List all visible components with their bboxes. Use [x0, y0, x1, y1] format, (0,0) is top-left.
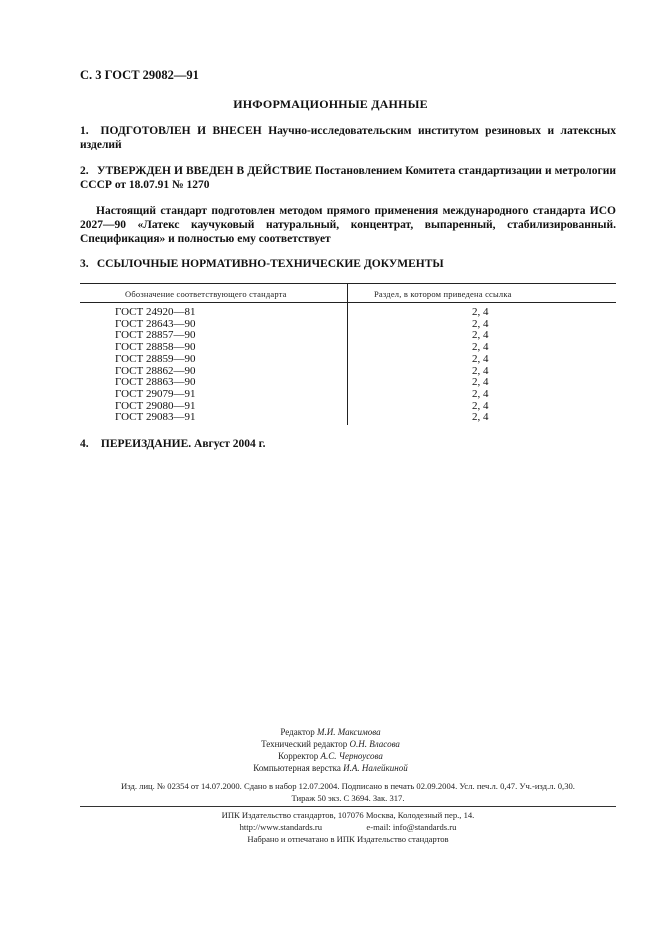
section-reference: 2, 4 — [472, 317, 489, 330]
section-reference: 2, 4 — [472, 341, 489, 354]
item-3-lead: ССЫЛОЧНЫЕ НОРМАТИВНО-ТЕХНИЧЕСКИЕ ДОКУМЕНТЫ — [96, 258, 444, 270]
note-paragraph: Настоящий стандарт подготовлен методом прямого применения международного стандарта ИСО 2027—90 «Латекс каучуковый натуральный, концентрат, выпаренный, стабилизированный. Спецификация» и полностью ему соответствует — [80, 205, 616, 245]
standard-designation: ГОСТ 28858—90 — [115, 341, 196, 354]
item-3-number: 3. — [80, 258, 89, 270]
section-reference: 2, 4 — [472, 352, 489, 365]
table-row — [80, 354, 616, 366]
layout-name: И.А. Налейкиной — [343, 763, 408, 773]
corrector-label: Корректор — [278, 751, 319, 761]
section-reference: 2, 4 — [472, 399, 489, 412]
item-1-text: Научно-исследовательским институтом резиновых и латексных изделий — [80, 125, 617, 151]
tech-editor-name: О.Н. Власова — [349, 739, 400, 749]
standard-designation: ГОСТ 29080—91 — [115, 399, 196, 412]
standard-designation: ГОСТ 28857—90 — [115, 329, 196, 342]
standard-designation: ГОСТ 28862—90 — [115, 364, 196, 377]
standard-designation: ГОСТ 28859—90 — [115, 352, 196, 365]
item-2 — [80, 164, 616, 192]
table-row — [80, 412, 616, 424]
section-reference: 2, 4 — [472, 306, 489, 318]
imprint-layout — [0, 763, 661, 773]
print-info-line-2: Тираж 50 экз. С 3694. Зак. 317. — [291, 793, 405, 803]
footer-rule — [80, 806, 616, 807]
publisher-line-3: Набрано и отпечатано в ИПК Издательство стандартов — [247, 834, 449, 844]
item-1-number: 1. — [80, 125, 89, 137]
table-row — [80, 307, 616, 319]
table-top-rule — [80, 283, 616, 284]
item-1 — [80, 124, 616, 152]
tech-editor-label: Технический редактор — [261, 739, 348, 749]
standard-designation: ГОСТ 28863—90 — [115, 376, 196, 389]
table-header-rule — [80, 302, 616, 303]
item-4-lead: ПЕРЕИЗДАНИЕ. Август 2004 г. — [100, 438, 266, 450]
section-reference: 2, 4 — [472, 387, 489, 400]
page-header: С. 3 ГОСТ 29082—91 — [80, 68, 199, 82]
editor-label: Редактор — [280, 727, 315, 737]
table-row — [80, 389, 616, 401]
print-info-line-1: Изд. лиц. № 02354 от 14.07.2000. Сдано в набор 12.07.2004. Подписано в печать 02.09.2004. Усл. печ.л. 0,47. Уч.-изд.л. 0,30. — [121, 781, 575, 791]
publisher-email: e-mail: info@standards.ru — [366, 822, 457, 832]
item-2-text: Постановлением Комитета стандартизации и метрологии СССР от 18.07.91 № 1270 — [80, 165, 616, 191]
section-reference: 2, 4 — [472, 411, 489, 424]
item-2-number: 2. — [80, 165, 89, 177]
layout-label: Компьютерная верстка — [253, 763, 341, 773]
item-3 — [80, 257, 616, 271]
publisher-website: http://www.standards.ru — [239, 822, 323, 832]
section-reference: 2, 4 — [472, 329, 489, 342]
item-1-lead: ПОДГОТОВЛЕН И ВНЕСЕН — [100, 125, 262, 137]
section-reference: 2, 4 — [472, 376, 489, 389]
imprint-editor — [0, 727, 661, 737]
standard-designation: ГОСТ 24920—81 — [115, 306, 196, 318]
imprint-corrector — [0, 751, 661, 761]
item-4-number: 4. — [80, 438, 89, 450]
publisher-line-1: ИПК Издательство стандартов, 107076 Москва, Колодезный пер., 14. — [221, 810, 475, 820]
table-header-section: Раздел, в котором приведена ссылка — [374, 289, 512, 299]
corrector-name: А.С. Черноусова — [320, 751, 383, 761]
editor-name: М.И. Максимова — [317, 727, 381, 737]
item-4 — [80, 437, 616, 451]
standard-designation: ГОСТ 29079—91 — [115, 387, 196, 400]
section-reference: 2, 4 — [472, 364, 489, 377]
table-header-standard: Обозначение соответствующего стандарта — [125, 289, 287, 299]
imprint-tech-editor — [0, 739, 661, 749]
section-title: ИНФОРМАЦИОННЫЕ ДАННЫЕ — [233, 97, 428, 111]
item-2-lead: УТВЕРЖДЕН И ВВЕДЕН В ДЕЙСТВИЕ — [97, 165, 312, 177]
publisher-line-2 — [80, 821, 616, 833]
standard-designation: ГОСТ 29083—91 — [115, 411, 196, 424]
standard-designation: ГОСТ 28643—90 — [115, 317, 196, 330]
